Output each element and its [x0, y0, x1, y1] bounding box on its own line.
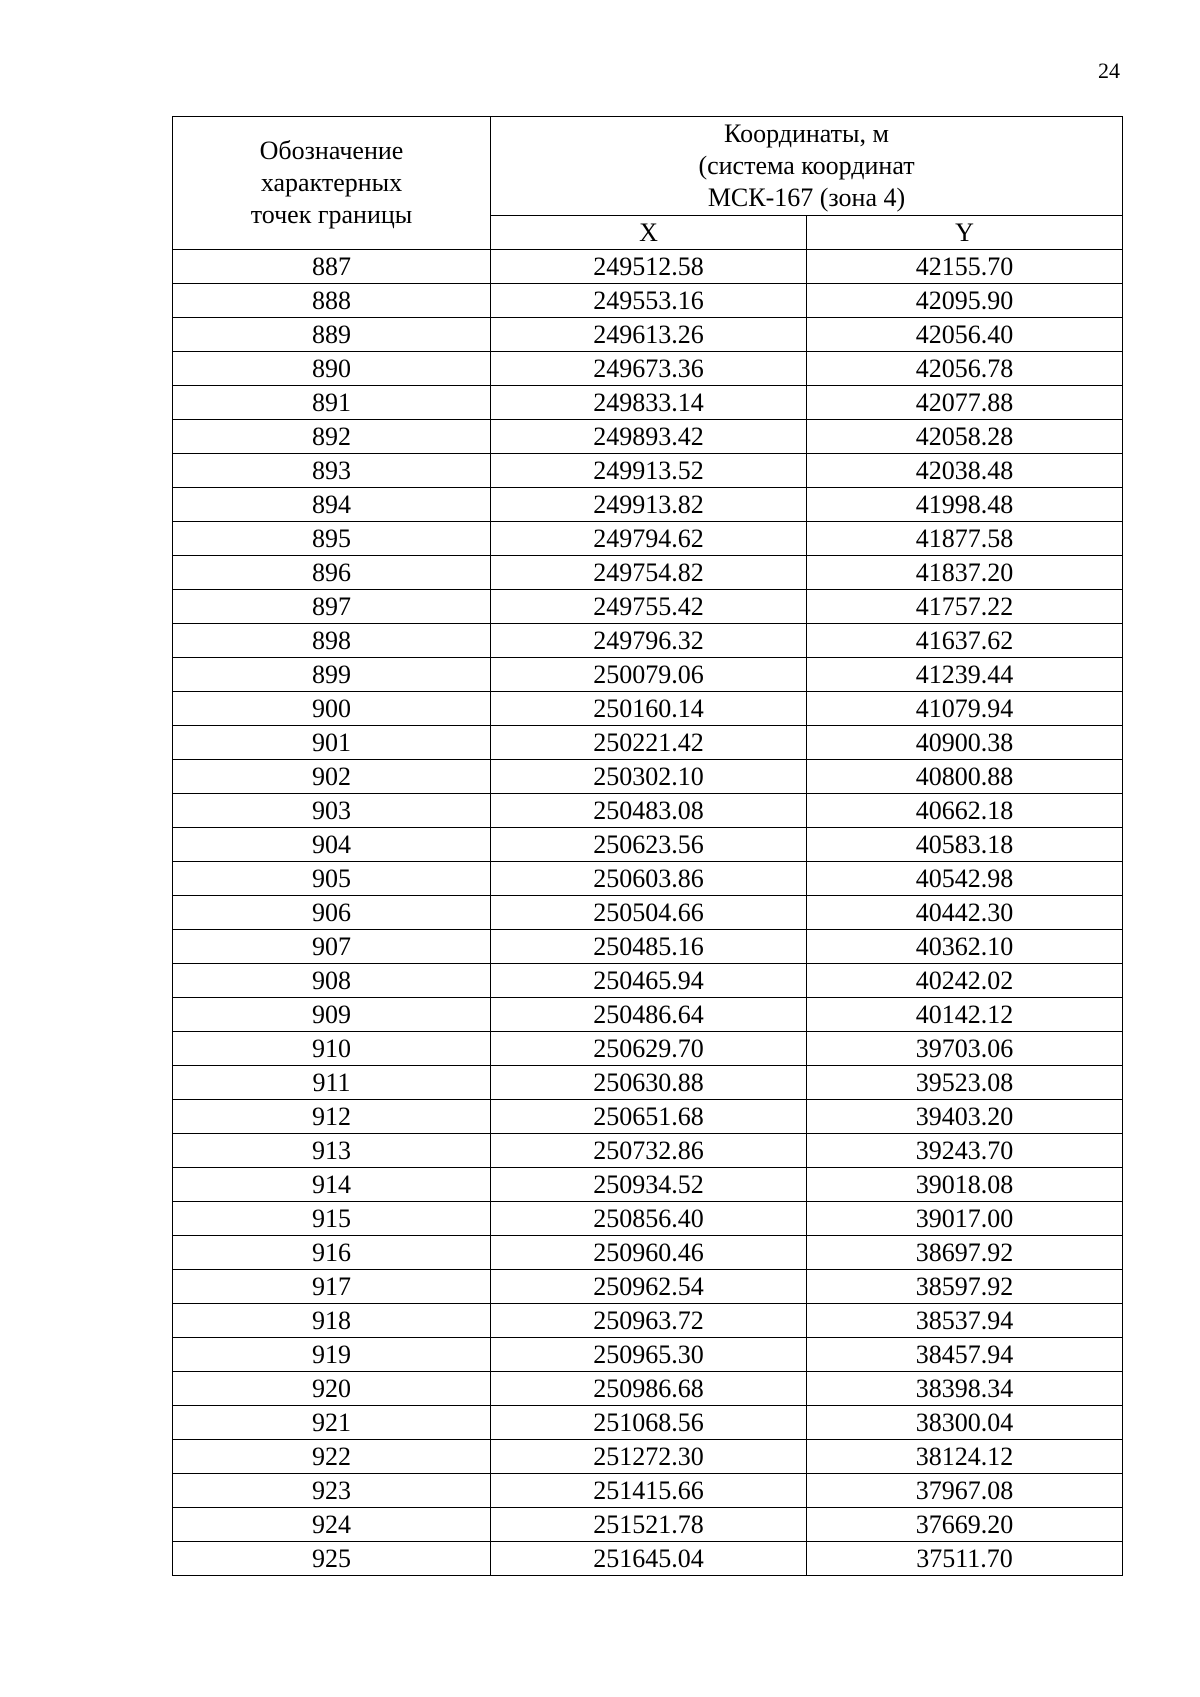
x-coordinate-cell: 251068.56: [491, 1406, 807, 1440]
x-coordinate-cell: 250732.86: [491, 1134, 807, 1168]
point-cell: 908: [173, 964, 491, 998]
table-row: [173, 998, 1123, 1032]
table-row: [173, 1236, 1123, 1270]
x-coordinate-cell: 250986.68: [491, 1372, 807, 1406]
point-cell: 897: [173, 590, 491, 624]
designation-header: [173, 117, 491, 250]
point-cell: 901: [173, 726, 491, 760]
table-row: [173, 352, 1123, 386]
table-row: [173, 1066, 1123, 1100]
x-coordinate-cell: 249754.82: [491, 556, 807, 590]
y-coordinate-cell: 40800.88: [807, 760, 1123, 794]
x-coordinate-cell: 250302.10: [491, 760, 807, 794]
table-row: [173, 318, 1123, 352]
point-cell: 895: [173, 522, 491, 556]
y-coordinate-cell: 42155.70: [807, 250, 1123, 284]
x-coordinate-cell: 249673.36: [491, 352, 807, 386]
y-coordinate-cell: 41877.58: [807, 522, 1123, 556]
table-row: [173, 590, 1123, 624]
coordinates-header-line: (система координат: [698, 151, 915, 180]
x-coordinate-cell: 250623.56: [491, 828, 807, 862]
y-coordinate-cell: 39703.06: [807, 1032, 1123, 1066]
y-coordinate-cell: 37511.70: [807, 1542, 1123, 1576]
y-coordinate-cell: 39403.20: [807, 1100, 1123, 1134]
x-coordinate-cell: 249893.42: [491, 420, 807, 454]
table-row: [173, 964, 1123, 998]
y-coordinate-cell: 39018.08: [807, 1168, 1123, 1202]
point-cell: 906: [173, 896, 491, 930]
table-row: [173, 1202, 1123, 1236]
y-coordinate-cell: 40542.98: [807, 862, 1123, 896]
point-cell: 909: [173, 998, 491, 1032]
y-coordinate-cell: 37967.08: [807, 1474, 1123, 1508]
y-coordinate-cell: 42038.48: [807, 454, 1123, 488]
coordinates-table: [172, 116, 1123, 1576]
y-coordinate-cell: 41079.94: [807, 692, 1123, 726]
point-cell: 919: [173, 1338, 491, 1372]
y-coordinate-cell: 40662.18: [807, 794, 1123, 828]
y-coordinate-cell: 38398.34: [807, 1372, 1123, 1406]
x-coordinate-cell: 251521.78: [491, 1508, 807, 1542]
point-cell: 899: [173, 658, 491, 692]
point-cell: 911: [173, 1066, 491, 1100]
point-cell: 900: [173, 692, 491, 726]
y-coordinate-cell: 42058.28: [807, 420, 1123, 454]
coordinates-header: [491, 117, 1123, 216]
point-cell: 910: [173, 1032, 491, 1066]
y-coordinate-cell: 42095.90: [807, 284, 1123, 318]
table-row: [173, 1372, 1123, 1406]
y-coordinate-cell: 38457.94: [807, 1338, 1123, 1372]
coordinates-header-line: МСК-167 (зона 4): [707, 183, 906, 212]
table-row: [173, 930, 1123, 964]
point-cell: 889: [173, 318, 491, 352]
table-row: [173, 794, 1123, 828]
point-cell: 887: [173, 250, 491, 284]
x-coordinate-cell: 250629.70: [491, 1032, 807, 1066]
table-row: [173, 1270, 1123, 1304]
designation-header-line: характерных: [260, 168, 403, 197]
x-coordinate-cell: 249913.52: [491, 454, 807, 488]
x-coordinate-cell: 249794.62: [491, 522, 807, 556]
x-coordinate-cell: 251272.30: [491, 1440, 807, 1474]
point-cell: 925: [173, 1542, 491, 1576]
point-cell: 922: [173, 1440, 491, 1474]
y-coordinate-cell: 42056.78: [807, 352, 1123, 386]
y-coordinate-cell: 38697.92: [807, 1236, 1123, 1270]
y-coordinate-cell: 41998.48: [807, 488, 1123, 522]
point-cell: 894: [173, 488, 491, 522]
point-cell: 904: [173, 828, 491, 862]
table-row: [173, 1406, 1123, 1440]
point-cell: 891: [173, 386, 491, 420]
point-cell: 921: [173, 1406, 491, 1440]
table-row: [173, 1304, 1123, 1338]
table-row: [173, 284, 1123, 318]
table-row: [173, 1100, 1123, 1134]
x-coordinate-cell: 250965.30: [491, 1338, 807, 1372]
point-cell: 905: [173, 862, 491, 896]
coordinates-header-line: Координаты, м: [724, 119, 889, 148]
table-row: [173, 726, 1123, 760]
x-coordinate-cell: 249833.14: [491, 386, 807, 420]
y-coordinate-cell: 41637.62: [807, 624, 1123, 658]
x-coordinate-cell: 249755.42: [491, 590, 807, 624]
table-row: [173, 454, 1123, 488]
y-coordinate-cell: 40242.02: [807, 964, 1123, 998]
designation-header-line: точек границы: [250, 200, 413, 229]
y-coordinate-cell: 41837.20: [807, 556, 1123, 590]
point-cell: 896: [173, 556, 491, 590]
y-coordinate-cell: 40362.10: [807, 930, 1123, 964]
point-cell: 888: [173, 284, 491, 318]
table-row: [173, 624, 1123, 658]
table-header: [173, 117, 1123, 250]
y-column-header: Y: [807, 216, 1123, 250]
x-coordinate-cell: 249913.82: [491, 488, 807, 522]
point-cell: 916: [173, 1236, 491, 1270]
table-row: [173, 250, 1123, 284]
table-row: [173, 658, 1123, 692]
y-coordinate-cell: 41757.22: [807, 590, 1123, 624]
y-coordinate-cell: 39523.08: [807, 1066, 1123, 1100]
table-row: [173, 828, 1123, 862]
x-coordinate-cell: 250486.64: [491, 998, 807, 1032]
table-row: [173, 1032, 1123, 1066]
y-coordinate-cell: 39017.00: [807, 1202, 1123, 1236]
table-row: [173, 420, 1123, 454]
point-cell: 893: [173, 454, 491, 488]
x-coordinate-cell: 250630.88: [491, 1066, 807, 1100]
x-coordinate-cell: 250963.72: [491, 1304, 807, 1338]
point-cell: 915: [173, 1202, 491, 1236]
x-coordinate-cell: 250483.08: [491, 794, 807, 828]
table-row: [173, 386, 1123, 420]
x-coordinate-cell: 249512.58: [491, 250, 807, 284]
x-coordinate-cell: 250651.68: [491, 1100, 807, 1134]
table-row: [173, 1134, 1123, 1168]
point-cell: 920: [173, 1372, 491, 1406]
point-cell: 890: [173, 352, 491, 386]
point-cell: 907: [173, 930, 491, 964]
x-coordinate-cell: 250465.94: [491, 964, 807, 998]
y-coordinate-cell: 37669.20: [807, 1508, 1123, 1542]
table-row: [173, 1168, 1123, 1202]
table-row: [173, 556, 1123, 590]
point-cell: 914: [173, 1168, 491, 1202]
table-row: [173, 896, 1123, 930]
designation-header-line: Обозначение: [259, 136, 404, 165]
point-cell: 902: [173, 760, 491, 794]
y-coordinate-cell: 39243.70: [807, 1134, 1123, 1168]
point-cell: 898: [173, 624, 491, 658]
table-row: [173, 692, 1123, 726]
point-cell: 903: [173, 794, 491, 828]
x-coordinate-cell: 250962.54: [491, 1270, 807, 1304]
table-row: [173, 1508, 1123, 1542]
table-row: [173, 1338, 1123, 1372]
y-coordinate-cell: 41239.44: [807, 658, 1123, 692]
y-coordinate-cell: 42056.40: [807, 318, 1123, 352]
y-coordinate-cell: 38300.04: [807, 1406, 1123, 1440]
x-coordinate-cell: 250856.40: [491, 1202, 807, 1236]
point-cell: 923: [173, 1474, 491, 1508]
x-coordinate-cell: 250485.16: [491, 930, 807, 964]
x-coordinate-cell: 249553.16: [491, 284, 807, 318]
table-row: [173, 1474, 1123, 1508]
x-coordinate-cell: 251415.66: [491, 1474, 807, 1508]
table-body: [173, 250, 1123, 1576]
page-number: 24: [1098, 58, 1120, 83]
x-coordinate-cell: 249796.32: [491, 624, 807, 658]
point-cell: 912: [173, 1100, 491, 1134]
y-coordinate-cell: 40142.12: [807, 998, 1123, 1032]
x-coordinate-cell: 250221.42: [491, 726, 807, 760]
table-row: [173, 760, 1123, 794]
x-coordinate-cell: 250960.46: [491, 1236, 807, 1270]
table-row: [173, 522, 1123, 556]
x-coordinate-cell: 250934.52: [491, 1168, 807, 1202]
y-coordinate-cell: 40583.18: [807, 828, 1123, 862]
x-coordinate-cell: 249613.26: [491, 318, 807, 352]
y-coordinate-cell: 38537.94: [807, 1304, 1123, 1338]
x-coordinate-cell: 251645.04: [491, 1542, 807, 1576]
point-cell: 918: [173, 1304, 491, 1338]
y-coordinate-cell: 42077.88: [807, 386, 1123, 420]
point-cell: 924: [173, 1508, 491, 1542]
point-cell: 892: [173, 420, 491, 454]
x-coordinate-cell: 250603.86: [491, 862, 807, 896]
header-row: [173, 117, 1123, 216]
x-coordinate-cell: 250504.66: [491, 896, 807, 930]
point-cell: 913: [173, 1134, 491, 1168]
y-coordinate-cell: 40442.30: [807, 896, 1123, 930]
y-coordinate-cell: 40900.38: [807, 726, 1123, 760]
table-row: [173, 1542, 1123, 1576]
table-row: [173, 488, 1123, 522]
x-coordinate-cell: 250079.06: [491, 658, 807, 692]
point-cell: 917: [173, 1270, 491, 1304]
table-row: [173, 1440, 1123, 1474]
table-row: [173, 862, 1123, 896]
x-coordinate-cell: 250160.14: [491, 692, 807, 726]
y-coordinate-cell: 38124.12: [807, 1440, 1123, 1474]
x-column-header: X: [491, 216, 807, 250]
y-coordinate-cell: 38597.92: [807, 1270, 1123, 1304]
